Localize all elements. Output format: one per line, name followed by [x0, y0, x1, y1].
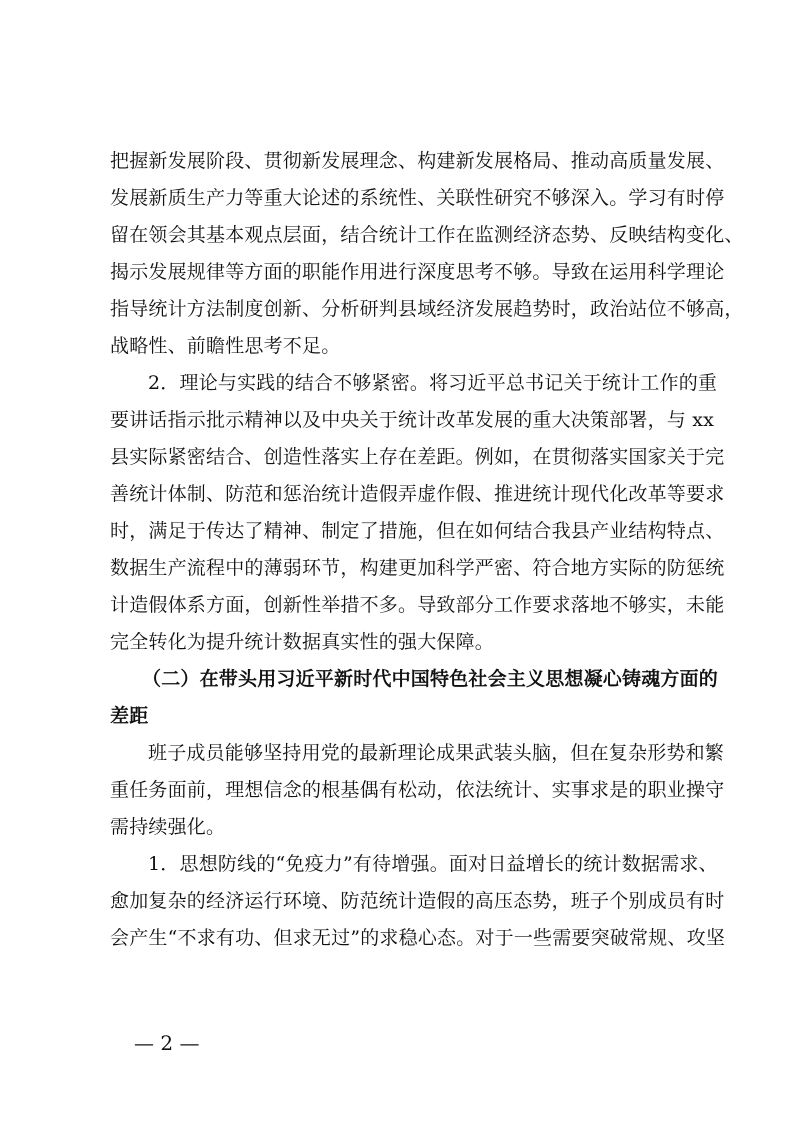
body-line: 善统计体制、防范和惩治统计造假弄虚作假、推进统计现代化改革等要求 [110, 483, 725, 505]
body-line: 重任务面前，理想信念的根基偶有松动，依法统计、实事求是的职业操守 [110, 779, 725, 801]
section-heading-continuation: 差距 [110, 705, 149, 727]
body-line: 指导统计方法制度创新、分析研判县域经济发展趋势时，政治站位不够高， [110, 298, 744, 320]
body-line: 计造假体系方面，创新性举措不多。导致部分工作要求落地不够实，未能 [110, 594, 725, 616]
body-line: 要讲话指示批示精神以及中央关于统计改革发展的重大决策部署，与 xx [110, 409, 715, 431]
paragraph-start: 班子成员能够坚持用党的最新理论成果武装头脑，但在复杂形势和繁 [148, 742, 725, 764]
body-line: 县实际紧密结合、创造性落实上存在差距。例如，在贯彻落实国家关于完 [110, 446, 725, 468]
body-line: 需持续强化。 [110, 816, 226, 838]
section-heading: （二）在带头用习近平新时代中国特色社会主义思想凝心铸魂方面的 [142, 668, 719, 690]
body-line: 留在领会其基本观点层面，结合统计工作在监测经济态势、反映结构变化、 [110, 224, 744, 246]
numbered-item-2: 2．理论与实践的结合不够紧密。将习近平总书记关于统计工作的重 [148, 372, 718, 394]
body-line: 完全转化为提升统计数据真实性的强大保障。 [110, 631, 495, 653]
body-line: 战略性、前瞻性思考不足。 [110, 335, 341, 357]
page-number: — 2 — [134, 1031, 200, 1055]
body-line: 会产生“不求有功、但求无过”的求稳心态。对于一些需要突破常规、攻坚 [110, 927, 726, 949]
body-line: 揭示发展规律等方面的职能作用进行深度思考不够。导致在运用科学理论 [110, 261, 725, 283]
body-line: 把握新发展阶段、贯彻新发展理念、构建新发展格局、推动高质量发展、 [110, 150, 725, 172]
body-line: 发展新质生产力等重大论述的系统性、关联性研究不够深入。学习有时停 [110, 187, 725, 209]
body-line: 时，满足于传达了精神、制定了措施，但在如何结合我县产业结构特点、 [110, 520, 725, 542]
body-line: 愈加复杂的经济运行环境、防范统计造假的高压态势，班子个别成员有时 [110, 890, 725, 912]
numbered-item-1: 1．思想防线的“免疫力”有待增强。面对日益增长的统计数据需求、 [148, 853, 718, 875]
body-line: 数据生产流程中的薄弱环节，构建更加科学严密、符合地方实际的防惩统 [110, 557, 725, 579]
